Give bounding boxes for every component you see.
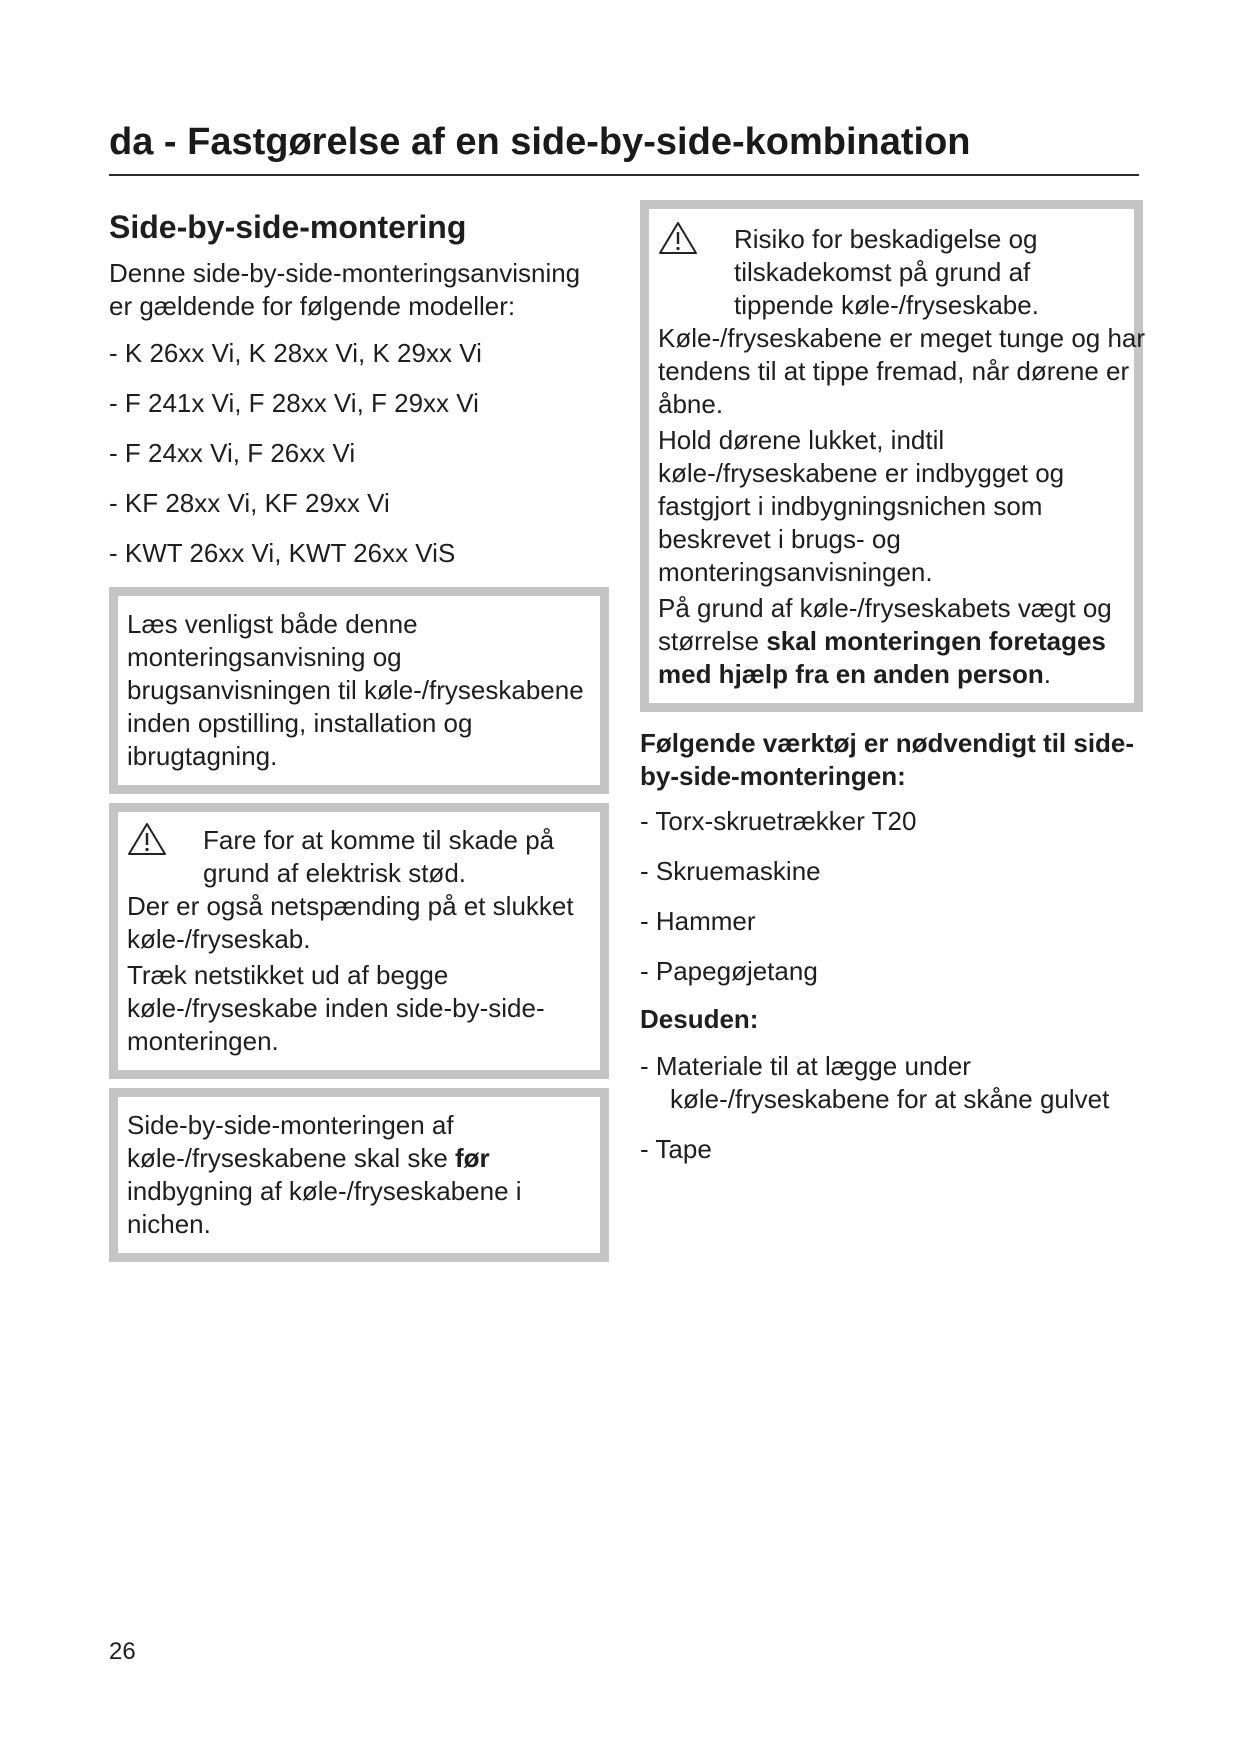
emphasis: skal monteringen foretages med hjælp fra en anden person <box>658 626 1106 689</box>
also-heading: Desuden: <box>640 1004 759 1034</box>
note-text: Læs venligst både denne monteringsanvisning og brugsanvisningen til køle-/fryseskabene inden opstilling, installation og ibrugtagning. <box>127 609 584 771</box>
list-item: - Hammer <box>640 906 756 936</box>
also-list <box>640 1050 1148 1166</box>
warning-title: Fare for at komme til skade på grund af elektrisk stød. <box>203 825 555 888</box>
list-item: - Materiale til at lægge under køle-/fryseskabene for at skåne gulvet <box>640 1051 1110 1114</box>
tipping-warning-box <box>640 200 1146 712</box>
warning-text: Træk netstikket ud af begge køle-/fryseskabe inden side-by-side-monteringen. <box>127 960 545 1056</box>
shock-warning-box <box>109 803 609 1079</box>
tools-list <box>640 805 1148 988</box>
list-item: - F 24xx Vi, F 26xx Vi <box>109 438 356 468</box>
warning-text: På grund af køle-/fryseskabets vægt og størrelse skal monteringen foretages med hjælp fra en anden person. <box>658 593 1112 689</box>
read-instructions-box <box>109 587 609 794</box>
left-column <box>109 200 609 1262</box>
warning-text: Hold dørene lukket, indtil køle-/fryseskabene er indbygget og fastgjort i indbygningsnichen som beskrevet i brugs- og monteringsanvisningen. <box>658 425 1065 587</box>
list-item: - Papegøjetang <box>640 956 818 986</box>
page-title: da - Fastgørelse af en side-by-side-kombination <box>109 121 971 163</box>
section-heading: Side-by-side-montering <box>109 209 467 245</box>
emphasis: før <box>455 1143 490 1173</box>
right-column <box>640 200 1148 1183</box>
list-item: - Tape <box>640 1134 712 1164</box>
order-text: Side-by-side-monteringen af køle-/fryseskabene skal ske før indbygning af køle-/fryseskabene i nichen. <box>127 1110 522 1239</box>
warning-title: Risiko for beskadigelse og tilskadekomst på grund af tippende køle-/fryseskabe. <box>734 224 1039 320</box>
title-divider <box>109 174 1139 176</box>
model-list <box>109 337 609 570</box>
list-item: - Skruemaskine <box>640 856 821 886</box>
warning-text: Der er også netspænding på et slukket køle-/fryseskab. <box>127 891 574 954</box>
list-item: - Torx-skruetrækker T20 <box>640 806 917 836</box>
list-item: - KF 28xx Vi, KF 29xx Vi <box>109 488 390 518</box>
tools-heading: Følgende værktøj er nødvendigt til side-by-side-monteringen: <box>640 728 1135 791</box>
order-notice-box <box>109 1088 609 1262</box>
page-number: 26 <box>109 1638 136 1665</box>
warning-triangle-icon <box>658 221 698 255</box>
list-item: - KWT 26xx Vi, KWT 26xx ViS <box>109 538 456 568</box>
warning-triangle-icon <box>127 822 167 856</box>
intro-text: Denne side-by-side-monteringsanvisning er gældende for følgende modeller: <box>109 258 581 321</box>
list-item: - F 241x Vi, F 28xx Vi, F 29xx Vi <box>109 388 479 418</box>
list-item: - K 26xx Vi, K 28xx Vi, K 29xx Vi <box>109 338 482 368</box>
warning-text: Køle-/fryseskabene er meget tunge og har tendens til at tippe fremad, når dørene er åbne. <box>658 323 1146 419</box>
